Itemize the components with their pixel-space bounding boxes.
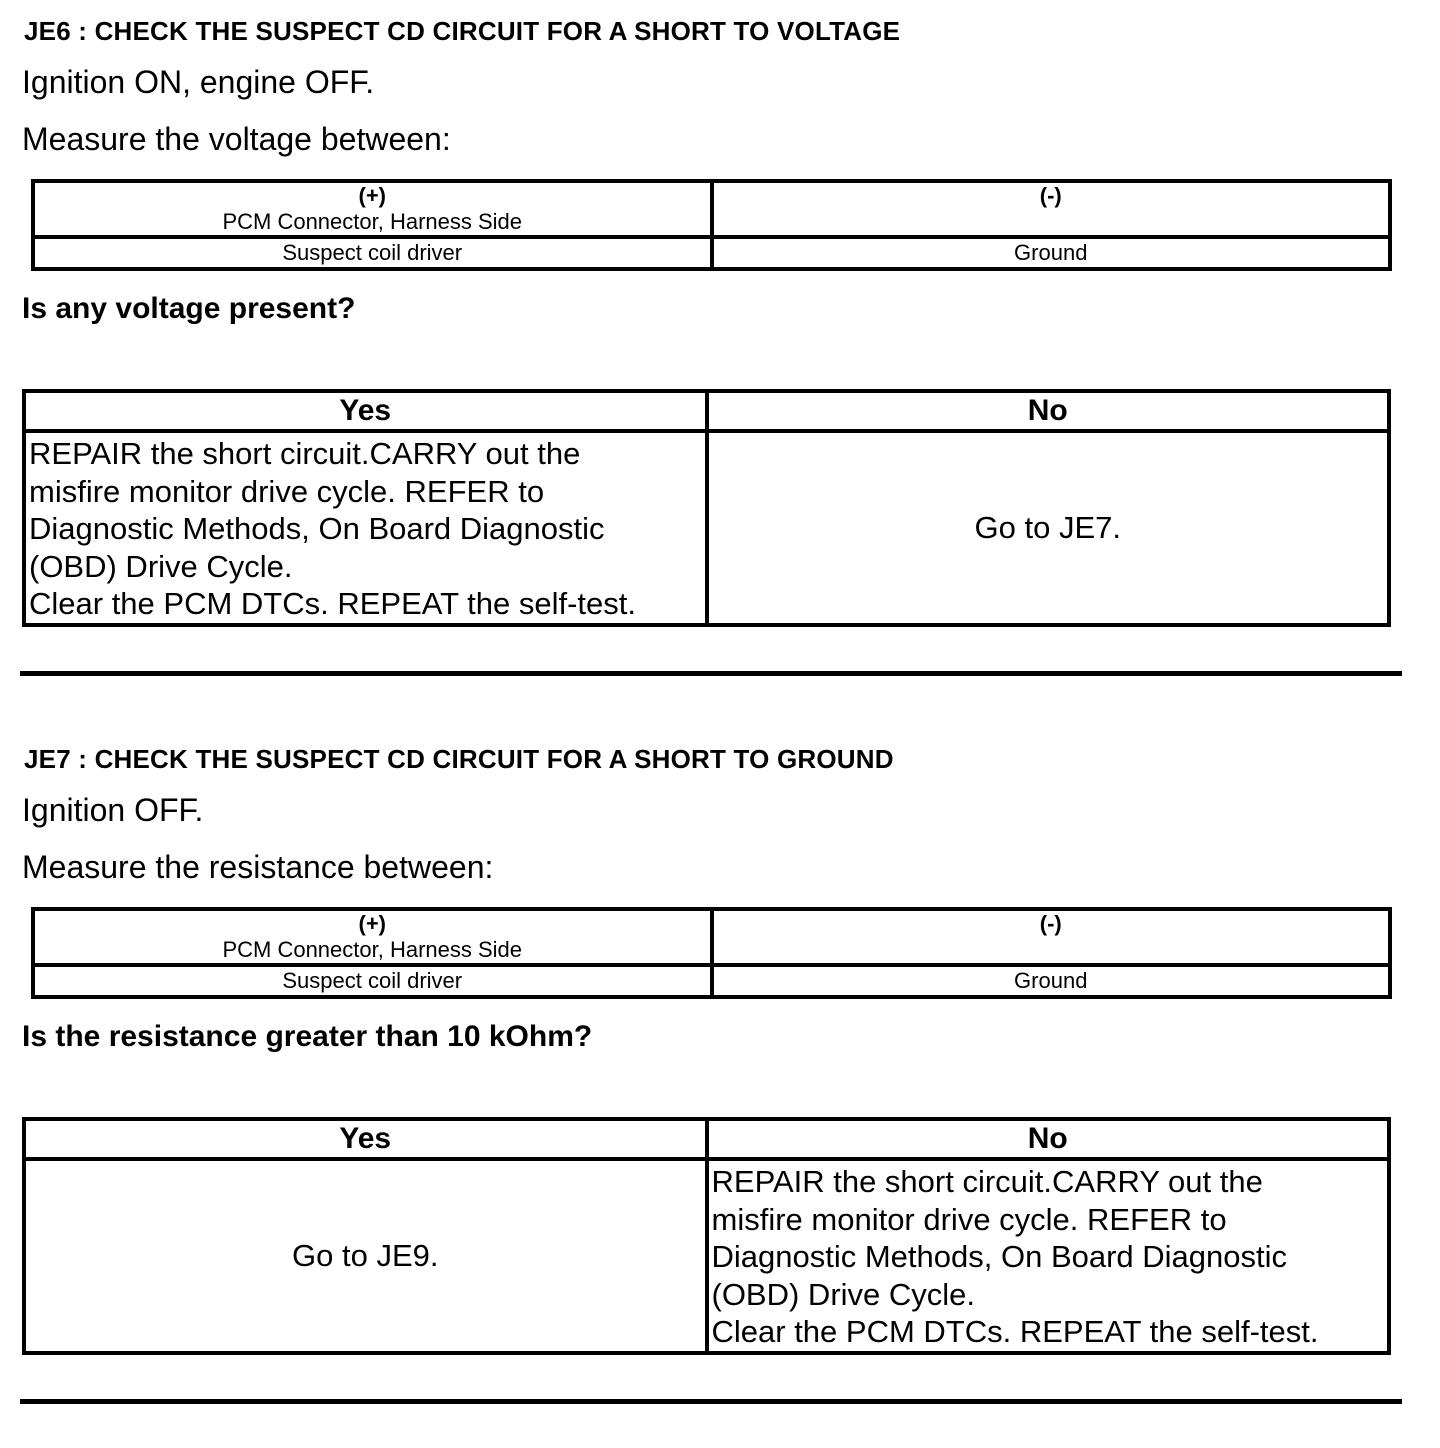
action-line: misfire monitor drive cycle. REFER to — [711, 1201, 1227, 1237]
action-line: Clear the PCM DTCs. REPEAT the self-test. — [29, 586, 636, 621]
minus-header: (-) — [1039, 911, 1062, 936]
action-line: (OBD) Drive Cycle. — [29, 548, 293, 584]
step-instruction: Ignition ON, engine OFF. — [22, 64, 375, 100]
step-instruction: Ignition OFF. — [22, 792, 204, 828]
yes-action: Go to JE9. — [24, 1159, 707, 1353]
plus-header: (+) — [358, 911, 386, 936]
no-header: No — [707, 391, 1390, 431]
action-line: REPAIR the short circuit.CARRY out the — [711, 1164, 1263, 1199]
action-line: (OBD) Drive Cycle. — [711, 1276, 976, 1312]
plus-value: Suspect coil driver — [33, 965, 712, 997]
plus-value: Suspect coil driver — [33, 237, 712, 269]
minus-value: Ground — [712, 237, 1391, 269]
plus-header: (+) — [358, 183, 386, 208]
action-line: Diagnostic Methods, On Board Diagnostic — [711, 1239, 1288, 1274]
section-divider — [20, 1399, 1402, 1404]
yes-header: Yes — [24, 1119, 707, 1159]
minus-header-cell — [712, 909, 1391, 965]
action-line: REPAIR the short circuit.CARRY out the — [29, 436, 581, 471]
step-question: Is any voltage present? — [22, 292, 356, 325]
step-question: Is the resistance greater than 10 kOhm? — [22, 1020, 593, 1053]
minus-header: (-) — [1039, 183, 1062, 208]
measurement-table — [31, 179, 1392, 271]
step-title: JE7 : CHECK THE SUSPECT CD CIRCUIT FOR A SHORT TO GROUND — [24, 744, 894, 774]
no-header: No — [707, 1119, 1390, 1159]
no-action: Go to JE7. — [707, 431, 1390, 625]
plus-subheader: PCM Connector, Harness Side — [222, 209, 523, 234]
plus-subheader: PCM Connector, Harness Side — [222, 937, 523, 962]
result-table — [22, 389, 1391, 627]
step-je7 — [0, 728, 1440, 1448]
result-table — [22, 1117, 1391, 1355]
no-action — [707, 1159, 1390, 1353]
action-line: Diagnostic Methods, On Board Diagnostic — [29, 511, 605, 546]
action-line: misfire monitor drive cycle. REFER to — [29, 473, 545, 509]
action-line: Clear the PCM DTCs. REPEAT the self-test. — [711, 1314, 1319, 1349]
plus-header-cell — [33, 909, 712, 965]
step-je6 — [0, 0, 1440, 720]
step-title: JE6 : CHECK THE SUSPECT CD CIRCUIT FOR A SHORT TO VOLTAGE — [24, 16, 901, 46]
yes-action — [24, 431, 707, 625]
yes-header: Yes — [24, 391, 707, 431]
measure-label: Measure the resistance between: — [22, 849, 494, 885]
minus-value: Ground — [712, 965, 1391, 997]
measurement-table — [31, 907, 1392, 999]
measure-label: Measure the voltage between: — [22, 121, 451, 157]
minus-header-cell — [712, 181, 1391, 237]
plus-header-cell — [33, 181, 712, 237]
section-divider — [20, 671, 1402, 676]
